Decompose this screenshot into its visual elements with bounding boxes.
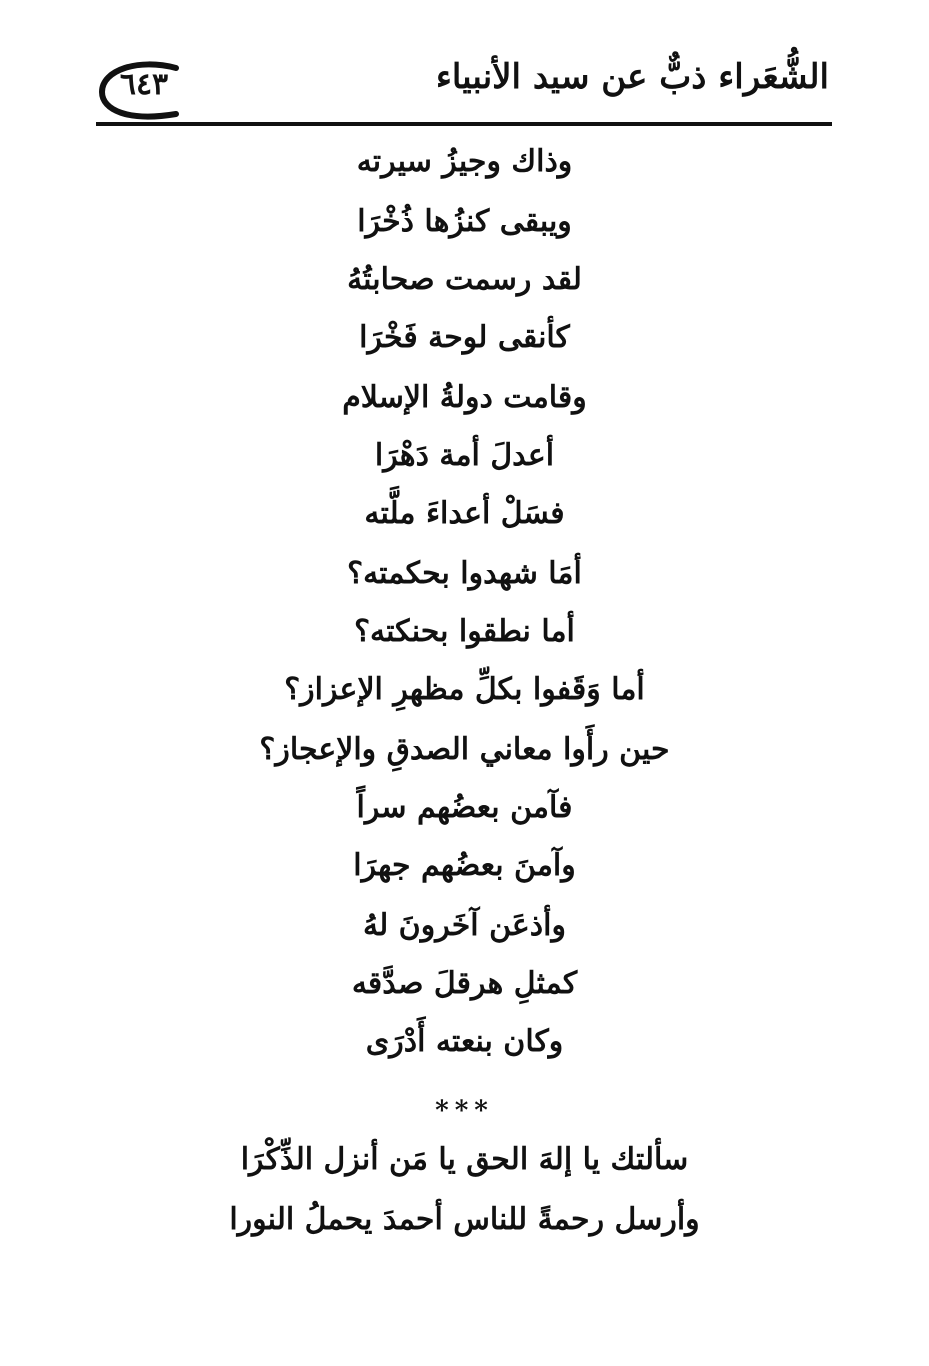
page-header <box>0 0 929 140</box>
header-rule <box>96 122 832 126</box>
poem-line: ويبقى كنزُها ذُخْرَا <box>357 204 572 239</box>
poem-line: وكان بنعته أَدْرَى <box>365 1024 564 1059</box>
poem-line: كمثلِ هرقلَ صدَّقه <box>351 966 578 1001</box>
poem-line: وأذعَن آخَرونَ لهُ <box>363 908 566 943</box>
poem-line: أعدلَ أمة دَهْرَا <box>374 438 555 473</box>
poem-line: كأنقى لوحة فَخْرَا <box>359 320 570 355</box>
closing-line: وأرسل رحمةً للناس أحمدَ يحملُ النورا <box>229 1202 700 1237</box>
poem-line: فسَلْ أعداءَ ملَّته <box>364 496 565 531</box>
poem-line: أما نطقوا بحنكته؟ <box>354 614 575 649</box>
page-number: ٦٤٣ <box>119 67 169 102</box>
poem-line: لقد رسمت صحابتُهُ <box>347 262 582 297</box>
poem-line: حين رأَوا معاني الصدقِ والإعجاز؟ <box>259 732 670 767</box>
poem-line: أما وَقَفوا بكلِّ مظهرِ الإعزاز؟ <box>284 672 645 707</box>
poem-line: فآمن بعضُهم سراً <box>356 790 573 825</box>
running-header-title: الشُّعَراء ذبٌّ عن سيد الأنبياء <box>435 57 829 97</box>
poem-line: وذاك وجيزُ سيرته <box>356 144 573 179</box>
page-number-badge <box>98 60 180 120</box>
poem-line: وقامت دولةُ الإسلام <box>342 380 587 415</box>
poem-line: وآمنَ بعضُهم جهرَا <box>353 848 576 883</box>
section-separator: *** <box>435 1096 494 1126</box>
closing-line: سألتك يا إلهَ الحق يا مَن أنزل الذِّكْرَا <box>240 1142 689 1177</box>
poem-line: أمَا شهدوا بحكمته؟ <box>347 556 582 591</box>
